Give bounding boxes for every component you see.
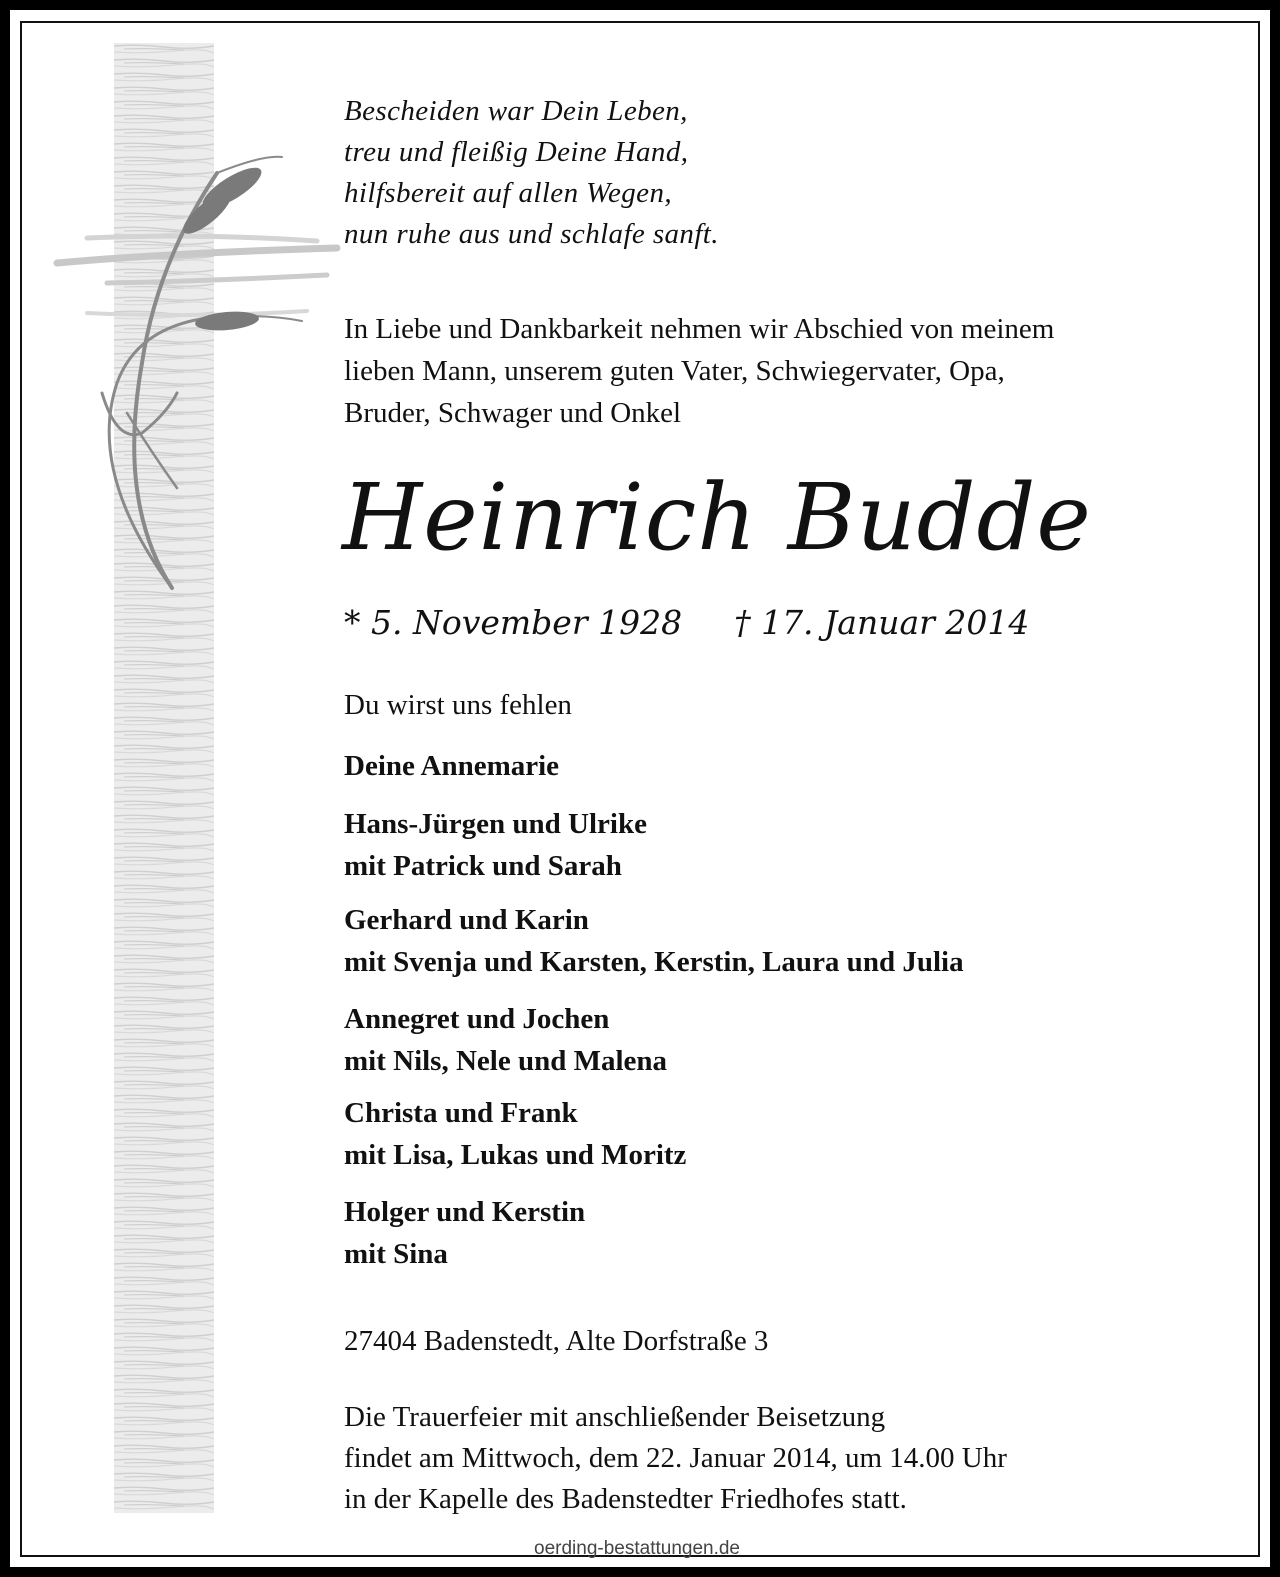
family-line: Hans-Jürgen und Ulrike [344,808,647,840]
death-date: † 17. Januar 2014 [734,603,1030,642]
funeral-notice [344,1397,1007,1520]
family-line: mit Lisa, Lukas und Moritz [344,1139,687,1171]
family-line: mit Svenja und Karsten, Kerstin, Laura und Julia [344,946,964,978]
family-line: mit Nils, Nele und Malena [344,1045,668,1077]
family-group [344,803,647,887]
funeral-line: findet am Mittwoch, dem 22. Januar 2014, um 14.00 Uhr [344,1442,1007,1474]
deceased-name: Heinrich Budde [342,464,1092,571]
wheat-ears-illustration [47,143,347,613]
family-line: Annegret und Jochen [344,1003,610,1035]
funeral-line: Die Trauerfeier mit anschließender Beisetzung [344,1401,886,1433]
intro-line: lieben Mann, unserem guten Vater, Schwiegervater, Opa, [344,355,1005,387]
poem-line: hilfsbereit auf allen Wegen, [344,177,673,209]
family-group [344,899,964,983]
poem [344,91,719,255]
poem-line: Bescheiden war Dein Leben, [344,95,688,127]
family-line: Christa und Frank [344,1097,578,1129]
family-line: mit Patrick und Sarah [344,850,622,882]
missed-text: Du wirst uns fehlen [344,689,572,721]
family-line: Holger und Kerstin [344,1196,586,1228]
birth-date: * 5. November 1928 [344,603,683,642]
family-line: Deine Annemarie [344,750,560,782]
family-group [344,1191,585,1275]
poem-line: treu und fleißig Deine Hand, [344,136,689,168]
poem-line: nun ruhe aus und schlafe sanft. [344,218,719,250]
obituary-border [20,21,1260,1557]
family-group [344,998,667,1082]
family-line: Gerhard und Karin [344,904,589,936]
funeral-line: in der Kapelle des Badenstedter Friedhofes statt. [344,1483,907,1515]
obituary-frame [10,10,1270,1567]
intro-text [344,308,1054,434]
family-line: mit Sina [344,1238,448,1270]
family-group [344,745,559,787]
intro-line: Bruder, Schwager und Onkel [344,397,682,429]
address: 27404 Badenstedt, Alte Dorfstraße 3 [344,1325,769,1357]
intro-line: In Liebe und Dankbarkeit nehmen wir Abschied von meinem [344,313,1055,345]
footer-website: oerding-bestattungen.de [534,1538,740,1559]
life-dates [344,601,1029,645]
family-group [344,1092,686,1176]
